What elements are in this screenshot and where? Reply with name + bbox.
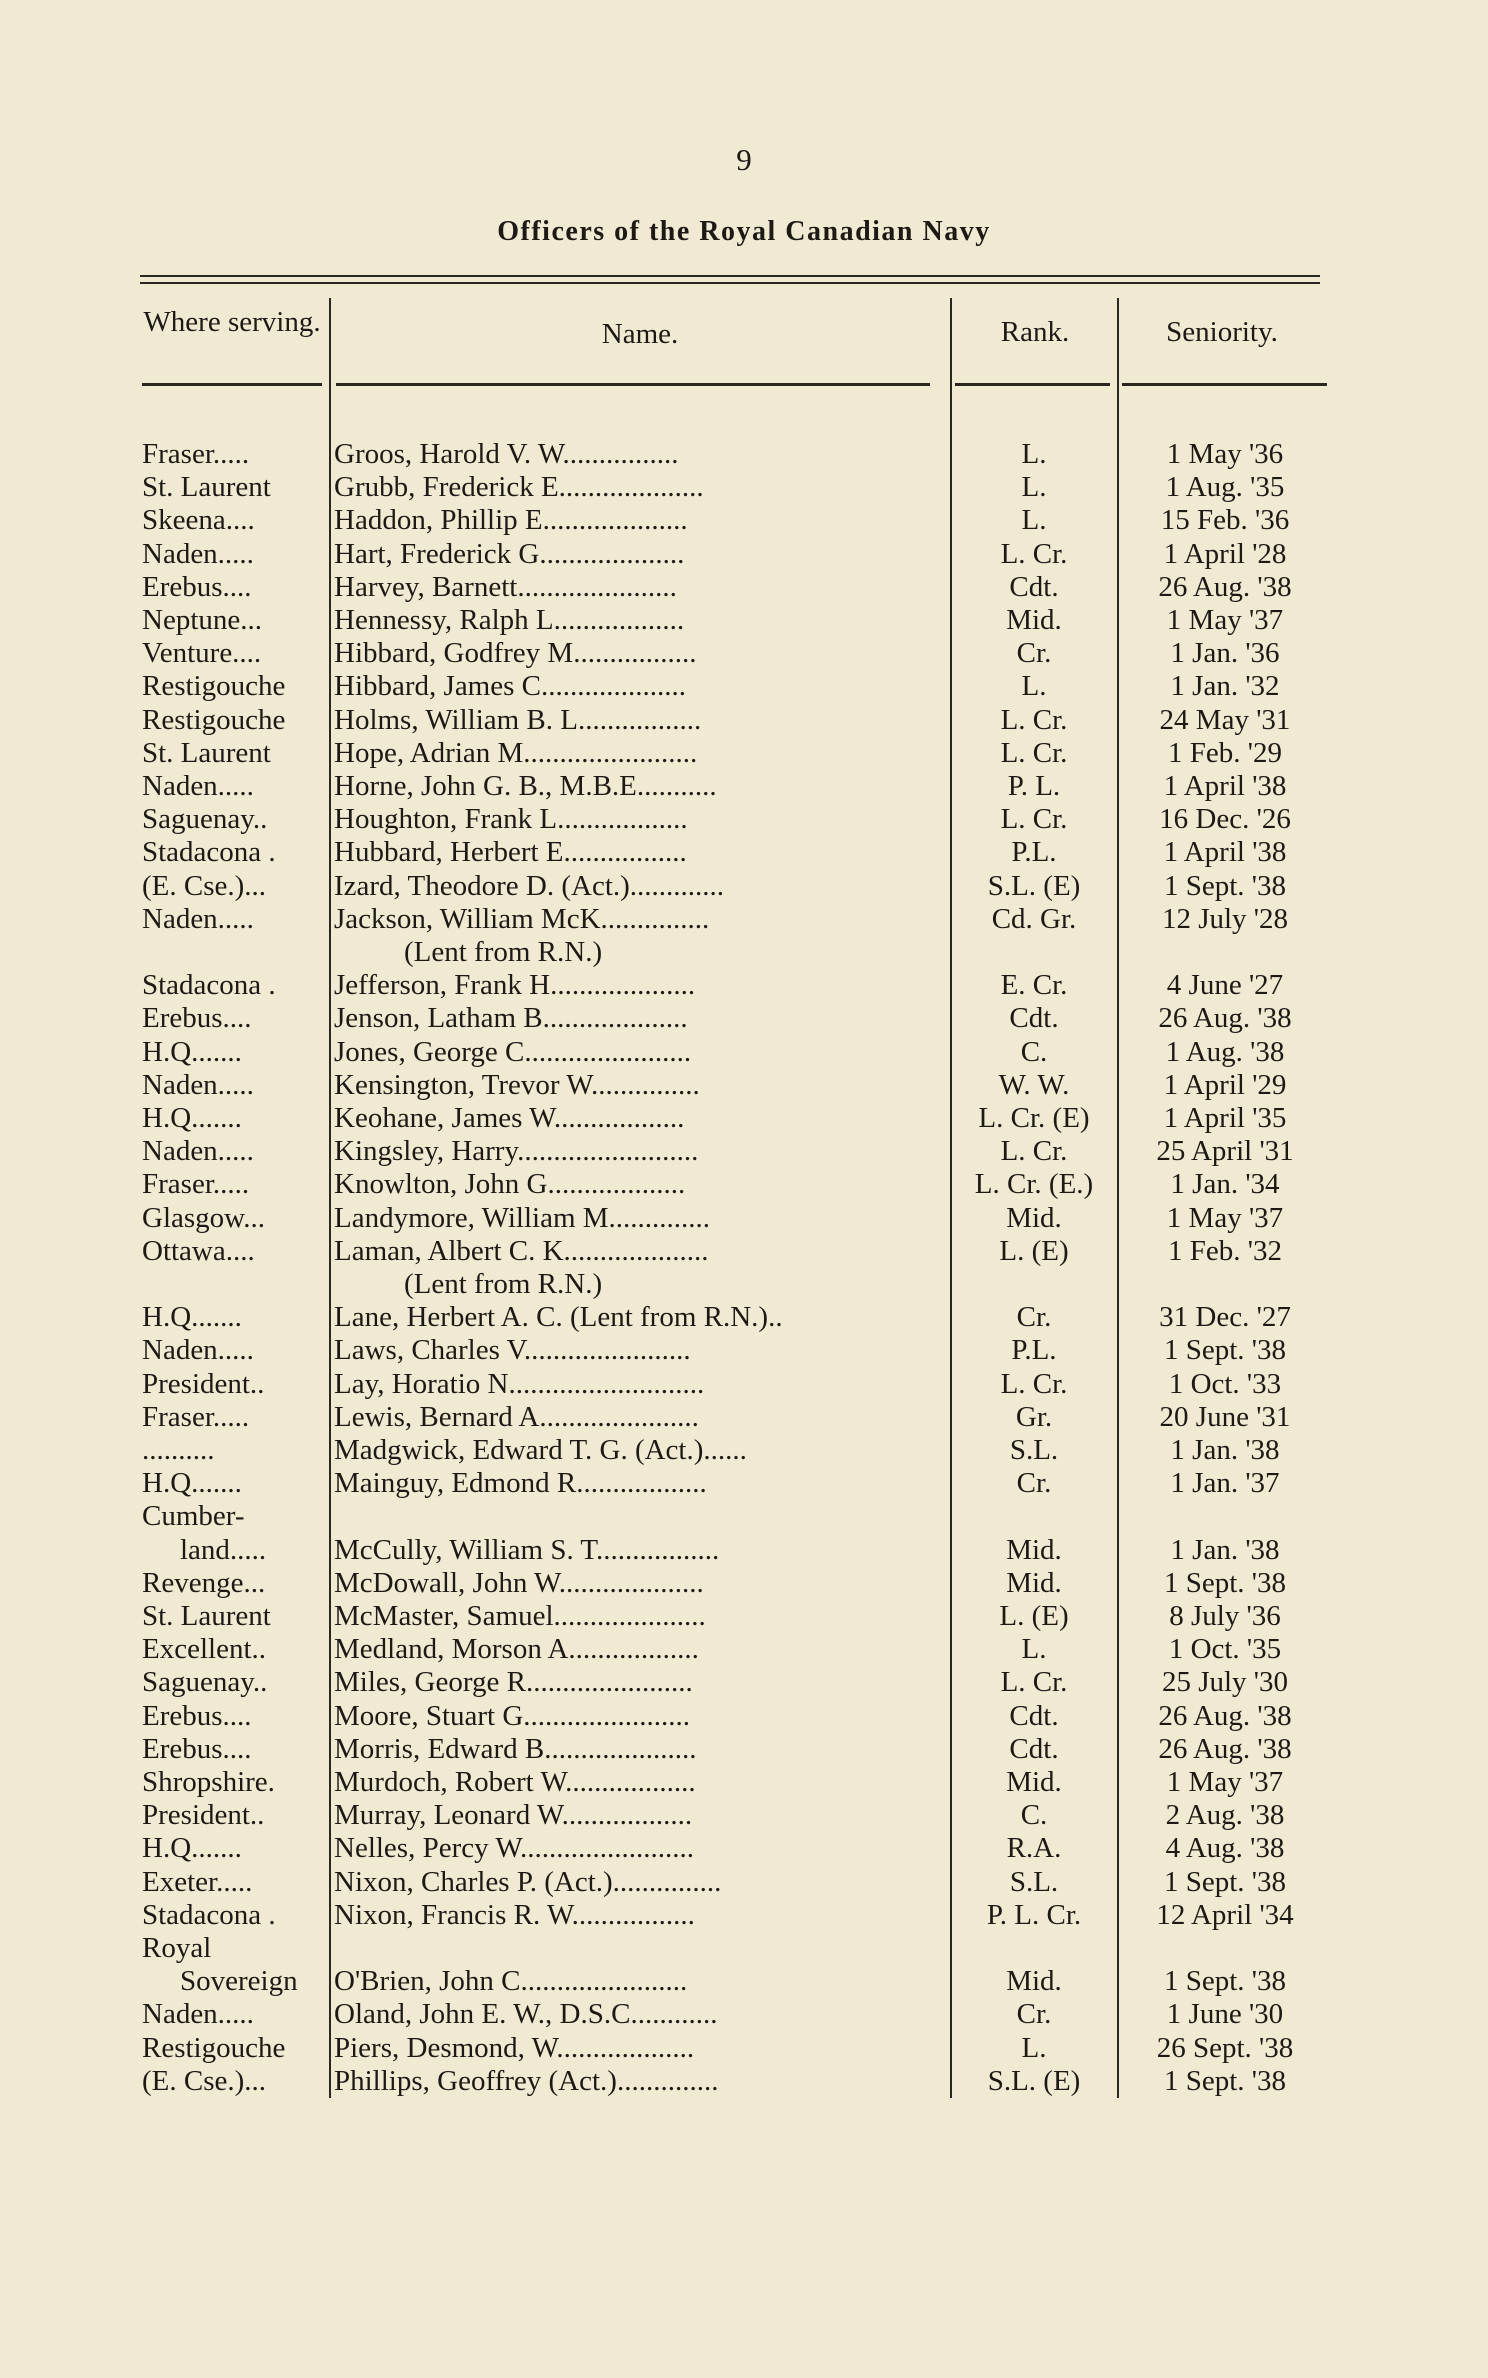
officer-name-cell: Jones, George C....................... bbox=[334, 1038, 692, 1067]
officer-name-cell: Kingsley, Harry......................... bbox=[334, 1137, 699, 1166]
seniority-cell: 25 April '31 bbox=[1156, 1137, 1294, 1166]
rank-cell: Cd. Gr. bbox=[991, 905, 1077, 934]
officer-name-cell: Nixon, Charles P. (Act.)............... bbox=[334, 1868, 722, 1897]
header-rule-rank bbox=[955, 383, 1110, 386]
rank-cell: L. Cr. bbox=[1000, 805, 1068, 834]
seniority-cell: 1 Aug. '35 bbox=[1165, 473, 1285, 502]
rank-cell: L. bbox=[1021, 506, 1047, 535]
where-serving-cell: St. Laurent bbox=[142, 739, 271, 768]
rank-cell: E. Cr. bbox=[1000, 971, 1068, 1000]
where-serving-cell: (E. Cse.)... bbox=[142, 2067, 267, 2096]
seniority-cell: 1 Jan. '38 bbox=[1170, 1536, 1280, 1565]
rank-cell: P. L. bbox=[1007, 772, 1061, 801]
where-serving-cell: President.. bbox=[142, 1801, 265, 1830]
officer-name-cell: Houghton, Frank L.................. bbox=[334, 805, 688, 834]
seniority-cell: 1 Feb. '29 bbox=[1168, 739, 1282, 768]
where-serving-cell: Naden..... bbox=[142, 1071, 254, 1100]
seniority-cell: 26 Aug. '38 bbox=[1158, 1702, 1292, 1731]
rank-cell: Cr. bbox=[1016, 1303, 1052, 1332]
rank-cell: Gr. bbox=[1015, 1403, 1053, 1432]
rank-cell: L. Cr. bbox=[1000, 1370, 1068, 1399]
seniority-cell: 16 Dec. '26 bbox=[1159, 805, 1291, 834]
rank-cell: Mid. bbox=[1006, 1536, 1062, 1565]
where-serving-cell: Naden..... bbox=[142, 1137, 254, 1166]
where-serving-cell: Sovereign bbox=[180, 1967, 298, 1996]
where-serving-cell: H.Q....... bbox=[142, 1303, 242, 1332]
rank-cell: Mid. bbox=[1006, 1967, 1062, 1996]
seniority-cell: 1 April '29 bbox=[1163, 1071, 1287, 1100]
rank-cell: C. bbox=[1020, 1038, 1048, 1067]
officer-name-cell: McMaster, Samuel..................... bbox=[334, 1602, 706, 1631]
header-rule-seniority bbox=[1122, 383, 1327, 386]
header-rule-where bbox=[142, 383, 322, 386]
where-serving-cell: Venture.... bbox=[142, 639, 262, 668]
seniority-cell: 1 Sept. '38 bbox=[1163, 1967, 1287, 1996]
officer-name-cell: Murray, Leonard W.................. bbox=[334, 1801, 693, 1830]
officer-name-cell: Phillips, Geoffrey (Act.).............. bbox=[334, 2067, 719, 2096]
seniority-cell: 1 Sept. '38 bbox=[1163, 1336, 1287, 1365]
seniority-cell: 31 Dec. '27 bbox=[1159, 1303, 1291, 1332]
seniority-cell: 26 Aug. '38 bbox=[1158, 1735, 1292, 1764]
where-serving-cell: Revenge... bbox=[142, 1569, 266, 1598]
seniority-cell: 1 Jan. '38 bbox=[1170, 1436, 1280, 1465]
officer-name-cell: McCully, William S. T................. bbox=[334, 1536, 720, 1565]
officer-name-cell: Hope, Adrian M........................ bbox=[334, 739, 698, 768]
officer-name-cell: Laws, Charles V....................... bbox=[334, 1336, 691, 1365]
where-serving-cell: Fraser..... bbox=[142, 1170, 250, 1199]
officer-name-cell: Jackson, William McK............... bbox=[334, 905, 710, 934]
rank-cell: R.A. bbox=[1006, 1834, 1062, 1863]
where-serving-cell: Restigouche bbox=[142, 672, 286, 701]
rank-cell: Cdt. bbox=[1009, 1702, 1059, 1731]
rank-cell: Cr. bbox=[1016, 1469, 1052, 1498]
rank-cell: S.L. bbox=[1009, 1868, 1059, 1897]
where-serving-cell: Erebus.... bbox=[142, 1735, 252, 1764]
seniority-cell: 1 April '38 bbox=[1163, 838, 1287, 867]
where-serving-cell: Cumber- bbox=[142, 1502, 245, 1531]
where-serving-cell: H.Q....... bbox=[142, 1038, 242, 1067]
seniority-cell: 4 Aug. '38 bbox=[1165, 1834, 1285, 1863]
rank-cell: Mid. bbox=[1006, 1768, 1062, 1797]
seniority-cell: 24 May '31 bbox=[1159, 706, 1291, 735]
rank-cell: L. Cr. bbox=[1000, 706, 1068, 735]
where-serving-cell: St. Laurent bbox=[142, 473, 271, 502]
where-serving-cell: Naden..... bbox=[142, 1336, 254, 1365]
rank-cell: Mid. bbox=[1006, 1569, 1062, 1598]
officer-name-cell: Nelles, Percy W........................ bbox=[334, 1834, 695, 1863]
seniority-cell: 12 July '28 bbox=[1161, 905, 1289, 934]
top-rule bbox=[140, 275, 1320, 277]
where-serving-cell: Stadacona . bbox=[142, 838, 276, 867]
seniority-cell: 1 Oct. '35 bbox=[1168, 1635, 1282, 1664]
rank-cell: C. bbox=[1020, 1801, 1048, 1830]
seniority-cell: 1 May '37 bbox=[1166, 1768, 1284, 1797]
rank-cell: S.L. (E) bbox=[987, 872, 1081, 901]
column-divider-3 bbox=[1117, 298, 1119, 2098]
where-serving-cell: Excellent.. bbox=[142, 1635, 267, 1664]
where-serving-cell: (E. Cse.)... bbox=[142, 872, 267, 901]
where-serving-cell: Glasgow... bbox=[142, 1204, 265, 1233]
officer-name-cell: Medland, Morson A.................. bbox=[334, 1635, 699, 1664]
where-serving-cell: Erebus.... bbox=[142, 1702, 252, 1731]
officer-name-cell: Hennessy, Ralph L.................. bbox=[334, 606, 685, 635]
officer-name-cell: Jenson, Latham B.................... bbox=[334, 1004, 688, 1033]
rank-cell: L. Cr. bbox=[1000, 739, 1068, 768]
seniority-cell: 1 April '38 bbox=[1163, 772, 1287, 801]
officer-name-cell: Morris, Edward B..................... bbox=[334, 1735, 697, 1764]
seniority-cell: 15 Feb. '36 bbox=[1160, 506, 1290, 535]
rank-cell: L. Cr. bbox=[1000, 1668, 1068, 1697]
where-serving-cell: Exeter..... bbox=[142, 1868, 253, 1897]
officer-name-cell: Nixon, Francis R. W................. bbox=[334, 1901, 695, 1930]
officer-name-cell: McDowall, John W.................... bbox=[334, 1569, 704, 1598]
seniority-cell: 1 Sept. '38 bbox=[1163, 2067, 1287, 2096]
seniority-cell: 1 June '30 bbox=[1166, 2000, 1284, 2029]
rank-cell: P.L. bbox=[1011, 838, 1057, 867]
where-serving-cell: Restigouche bbox=[142, 2034, 286, 2063]
where-serving-cell: .......... bbox=[142, 1436, 215, 1465]
rank-cell: L. bbox=[1021, 440, 1047, 469]
rank-cell: S.L. bbox=[1009, 1436, 1059, 1465]
where-serving-cell: land..... bbox=[180, 1536, 267, 1565]
where-serving-cell: Saguenay.. bbox=[142, 805, 268, 834]
rank-cell: L. Cr. (E) bbox=[978, 1104, 1090, 1133]
officer-name-cell: Knowlton, John G................... bbox=[334, 1170, 686, 1199]
where-serving-cell: H.Q....... bbox=[142, 1469, 242, 1498]
where-serving-cell: Skeena.... bbox=[142, 506, 255, 535]
where-serving-cell: Fraser..... bbox=[142, 1403, 250, 1432]
officer-name-cell: Horne, John G. B., M.B.E........... bbox=[334, 772, 717, 801]
officer-name-cell: Oland, John E. W., D.S.C............ bbox=[334, 2000, 718, 2029]
header-where: Where serving. bbox=[143, 306, 321, 338]
rank-cell: L. bbox=[1021, 672, 1047, 701]
rank-cell: Cr. bbox=[1016, 2000, 1052, 2029]
where-serving-cell: Ottawa.... bbox=[142, 1237, 255, 1266]
seniority-cell: 20 June '31 bbox=[1159, 1403, 1291, 1432]
header-name: Name. bbox=[601, 318, 679, 350]
seniority-cell: 2 Aug. '38 bbox=[1165, 1801, 1285, 1830]
officer-name-cell: Harvey, Barnett...................... bbox=[334, 573, 677, 602]
seniority-cell: 1 May '37 bbox=[1166, 606, 1284, 635]
officer-name-cell: Hibbard, James C.................... bbox=[334, 672, 686, 701]
rank-cell: L. bbox=[1021, 1635, 1047, 1664]
where-serving-cell: Naden..... bbox=[142, 905, 254, 934]
where-serving-cell: Erebus.... bbox=[142, 1004, 252, 1033]
officer-name-cell: O'Brien, John C....................... bbox=[334, 1967, 688, 1996]
where-serving-cell: H.Q....... bbox=[142, 1104, 242, 1133]
header-rank: Rank. bbox=[1000, 316, 1070, 348]
where-serving-cell: Saguenay.. bbox=[142, 1668, 268, 1697]
officer-name-cell: Lewis, Bernard A...................... bbox=[334, 1403, 699, 1432]
officer-name-cell: Lay, Horatio N........................... bbox=[334, 1370, 705, 1399]
seniority-cell: 1 Jan. '32 bbox=[1170, 672, 1280, 701]
seniority-cell: 12 April '34 bbox=[1156, 1901, 1294, 1930]
rank-cell: L. Cr. (E.) bbox=[974, 1170, 1094, 1199]
header-rule-name bbox=[336, 383, 930, 386]
header-seniority: Seniority. bbox=[1166, 316, 1278, 348]
officer-name-cell: Piers, Desmond, W................... bbox=[334, 2034, 695, 2063]
officer-name-cell: Laman, Albert C. K.................... bbox=[334, 1237, 709, 1266]
where-serving-cell: Naden..... bbox=[142, 540, 254, 569]
officer-name-cell: Lane, Herbert A. C. (Lent from R.N.).. bbox=[334, 1303, 783, 1332]
officer-name-cell: Groos, Harold V. W................ bbox=[334, 440, 679, 469]
where-serving-cell: Fraser..... bbox=[142, 440, 250, 469]
where-serving-cell: St. Laurent bbox=[142, 1602, 271, 1631]
officer-name-cell: (Lent from R.N.) bbox=[404, 938, 603, 967]
page-number: 9 bbox=[736, 142, 752, 177]
where-serving-cell: Shropshire. bbox=[142, 1768, 275, 1797]
officer-name-cell: Hubbard, Herbert E................. bbox=[334, 838, 687, 867]
officer-name-cell: Jefferson, Frank H.................... bbox=[334, 971, 696, 1000]
rank-cell: Cdt. bbox=[1009, 573, 1059, 602]
where-serving-cell: Naden..... bbox=[142, 772, 254, 801]
officer-name-cell: Hart, Frederick G.................... bbox=[334, 540, 685, 569]
seniority-cell: 1 Jan. '34 bbox=[1170, 1170, 1280, 1199]
officer-name-cell: (Lent from R.N.) bbox=[404, 1270, 603, 1299]
seniority-cell: 25 July '30 bbox=[1161, 1668, 1289, 1697]
officer-name-cell: Izard, Theodore D. (Act.)............. bbox=[334, 872, 725, 901]
officer-name-cell: Landymore, William M.............. bbox=[334, 1204, 711, 1233]
top-rule-2 bbox=[140, 282, 1320, 284]
seniority-cell: 1 April '28 bbox=[1163, 540, 1287, 569]
seniority-cell: 1 Oct. '33 bbox=[1168, 1370, 1282, 1399]
seniority-cell: 1 April '35 bbox=[1163, 1104, 1287, 1133]
where-serving-cell: Neptune... bbox=[142, 606, 262, 635]
seniority-cell: 1 Jan. '36 bbox=[1170, 639, 1280, 668]
rank-cell: W. W. bbox=[998, 1071, 1070, 1100]
seniority-cell: 1 Jan. '37 bbox=[1170, 1469, 1280, 1498]
rank-cell: P. L. Cr. bbox=[986, 1901, 1082, 1930]
officer-name-cell: Holms, William B. L................. bbox=[334, 706, 702, 735]
seniority-cell: 1 Sept. '38 bbox=[1163, 1569, 1287, 1598]
seniority-cell: 1 Sept. '38 bbox=[1163, 872, 1287, 901]
where-serving-cell: Erebus.... bbox=[142, 573, 252, 602]
seniority-cell: 1 Feb. '32 bbox=[1168, 1237, 1282, 1266]
seniority-cell: 8 July '36 bbox=[1169, 1602, 1281, 1631]
page-title: Officers of the Royal Canadian Navy bbox=[497, 216, 991, 247]
officer-name-cell: Mainguy, Edmond R.................. bbox=[334, 1469, 707, 1498]
seniority-cell: 1 May '37 bbox=[1166, 1204, 1284, 1233]
rank-cell: L. bbox=[1021, 2034, 1047, 2063]
where-serving-cell: Stadacona . bbox=[142, 1901, 276, 1930]
officer-name-cell: Miles, George R....................... bbox=[334, 1668, 693, 1697]
rank-cell: L. Cr. bbox=[1000, 540, 1068, 569]
rank-cell: Cr. bbox=[1016, 639, 1052, 668]
officer-name-cell: Madgwick, Edward T. G. (Act.)...... bbox=[334, 1436, 747, 1465]
officer-name-cell: Grubb, Frederick E.................... bbox=[334, 473, 704, 502]
where-serving-cell: Restigouche bbox=[142, 706, 286, 735]
rank-cell: L. Cr. bbox=[1000, 1137, 1068, 1166]
seniority-cell: 26 Aug. '38 bbox=[1158, 573, 1292, 602]
rank-cell: S.L. (E) bbox=[987, 2067, 1081, 2096]
rank-cell: Cdt. bbox=[1009, 1735, 1059, 1764]
officer-name-cell: Haddon, Phillip E.................... bbox=[334, 506, 688, 535]
seniority-cell: 26 Aug. '38 bbox=[1158, 1004, 1292, 1033]
where-serving-cell: Stadacona . bbox=[142, 971, 276, 1000]
seniority-cell: 1 May '36 bbox=[1166, 440, 1284, 469]
officer-name-cell: Keohane, James W.................. bbox=[334, 1104, 685, 1133]
where-serving-cell: President.. bbox=[142, 1370, 265, 1399]
rank-cell: L. (E) bbox=[999, 1237, 1069, 1266]
where-serving-cell: H.Q....... bbox=[142, 1834, 242, 1863]
rank-cell: P.L. bbox=[1011, 1336, 1057, 1365]
rank-cell: Cdt. bbox=[1009, 1004, 1059, 1033]
rank-cell: Mid. bbox=[1006, 606, 1062, 635]
seniority-cell: 1 Sept. '38 bbox=[1163, 1868, 1287, 1897]
officer-name-cell: Hibbard, Godfrey M................. bbox=[334, 639, 697, 668]
rank-cell: Mid. bbox=[1006, 1204, 1062, 1233]
seniority-cell: 1 Aug. '38 bbox=[1165, 1038, 1285, 1067]
seniority-cell: 26 Sept. '38 bbox=[1156, 2034, 1294, 2063]
column-divider-1 bbox=[329, 298, 331, 2098]
seniority-cell: 4 June '27 bbox=[1166, 971, 1284, 1000]
rank-cell: L. bbox=[1021, 473, 1047, 502]
officer-name-cell: Murdoch, Robert W.................. bbox=[334, 1768, 696, 1797]
officer-name-cell: Kensington, Trevor W............... bbox=[334, 1071, 700, 1100]
where-serving-cell: Naden..... bbox=[142, 2000, 254, 2029]
rank-cell: L. (E) bbox=[999, 1602, 1069, 1631]
where-serving-cell: Royal bbox=[142, 1934, 212, 1963]
officer-name-cell: Moore, Stuart G....................... bbox=[334, 1702, 691, 1731]
